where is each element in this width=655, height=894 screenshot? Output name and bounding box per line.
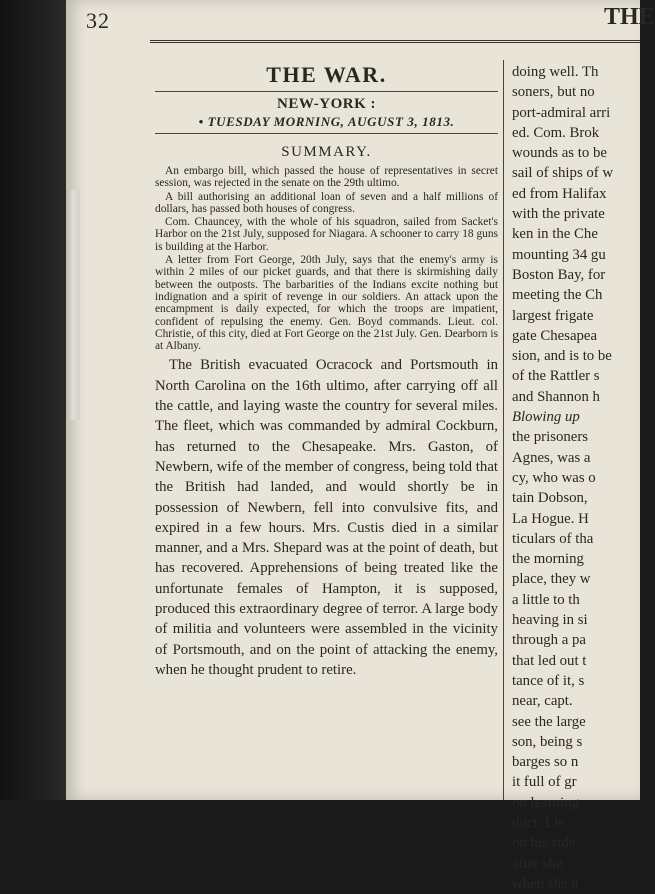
column-line: La Hogue. H [512,510,589,527]
column-line: it full of gr [512,774,577,791]
column-line: ed. Com. Brok [512,124,600,141]
section-title: THE WAR. [266,62,387,87]
column-line: Blowing up [512,409,580,426]
column-line: ed from Halifax [512,185,607,202]
column-line: on his side [512,835,576,852]
column-line: soners, but no [512,84,595,101]
column-left [155,62,498,680]
column-line: with the private [512,206,605,223]
summary-heading: SUMMARY. [281,144,372,160]
article-paragraph: The British evacuated Ocracock and Portsmouth in North Carolina on the 16th ultimo, after carrying off all the cattle, and laying waste the country for several miles. The fleet, which was commanded by admiral Cockburn, has returned to the Chesapeake. Mrs. Gaston, of Newbern, wife of the member of congress, being told that the British had landed, and would shortly be in possession of Newbern, fell into convulsive fits, and expired in a few hours. Mrs. Custis died in a similar manner, and a Mrs. Shepard was at the point of death, but has recovered. Apprehensions of being treated like the unfortunate females of Hampton, it is supposed, produced this extraordinary degree of terror. A large body of militia and volunteers were assembled in the vicinity of Portsmouth, and on the point of attacking the enemy, when he thought prudent to retire. [155,357,498,678]
dateline-city: NEW-YORK : [276,96,377,112]
dark-background [0,0,66,800]
column-line: cy, who was o [512,469,596,486]
summary-paragraph: An embargo bill, which passed the house of representatives in secret session, was rejected in the senate on the 29th ultimo. [155,165,498,190]
dateline-date: • TUESDAY MORNING, AUGUST 3, 1813. [198,114,455,129]
column-line: tain Dobson, [512,490,588,507]
page-fold-crease [66,190,80,420]
column-line: ken in the Che [512,226,598,243]
column-line: heaving in si [512,612,588,629]
column-line: place, they w [512,571,591,588]
column-line: the prisoners [512,429,589,446]
article-block [155,355,498,680]
column-line: ticulars of tha [512,530,594,547]
column-line: the morning [512,551,584,568]
column-line: a little to th [512,591,580,608]
column-line: sion, and is to be [512,348,612,365]
column-line: Boston Bay, for [512,266,606,283]
header-rule [150,40,640,43]
column-line: largest frigate [512,307,594,324]
summary-block [155,165,498,352]
column-rule [503,60,504,800]
column-line: through a pa [512,632,586,649]
column-line: mounting 34 gu [512,246,606,263]
summary-paragraph: A bill authorising an additional loan of seven and a half millions of dollars, has passed both houses of congress. [155,190,498,215]
column-line: of the Rattler s [512,368,600,385]
column-line: tance of it, s [512,672,585,689]
column-line: barges so n [512,754,579,771]
column-line: and Shannon h [512,388,600,405]
divider [155,133,498,134]
column-line: meeting the Ch [512,287,603,304]
summary-paragraph: A letter from Fort George, 20th July, says that the enemy's army is within 2 miles of our picket guards, and that there is skirmishing daily between the outposts. The barbarities of the Indians excite nothing but indignation and a spirit of revenge in our soldiers. An attack upon the encampment is daily expected, for which the troops are impatient, confident of repulsing the enemy. Gen. Boyd commands. Lieut. col. Christie, of this city, died at Fort George on the 21st July. Gen. Dearborn is at Albany. [155,254,498,353]
column-line: Agnes, was a [512,449,591,466]
column-line: that led out t [512,652,587,669]
column-line: gate Chesapea [512,327,598,344]
column-line: duct. Lie [512,814,565,831]
summary-paragraph: Com. Chauncey, with the whole of his squadron, sailed from Sacket's Harbor on the 21st July, supposed for Niagara. A schooner to carry 18 guns is building at the Harbor. [155,216,498,253]
column-line: when she h [512,875,579,892]
column-line: doing well. Th [512,64,599,80]
column-line: son, being s [512,733,583,750]
divider [155,91,498,92]
running-head: THE [604,4,655,30]
column-line: see the large [512,713,586,730]
column-line: wounds as to be [512,145,607,162]
page-number: 32 [86,8,110,33]
column-right [512,62,642,894]
column-line: sail of ships of w [512,165,614,182]
column-line: port-admiral arri [512,104,611,121]
column-line: after she [512,855,563,872]
column-line: near, capt. [512,693,573,710]
column-line: on learning [512,794,579,811]
